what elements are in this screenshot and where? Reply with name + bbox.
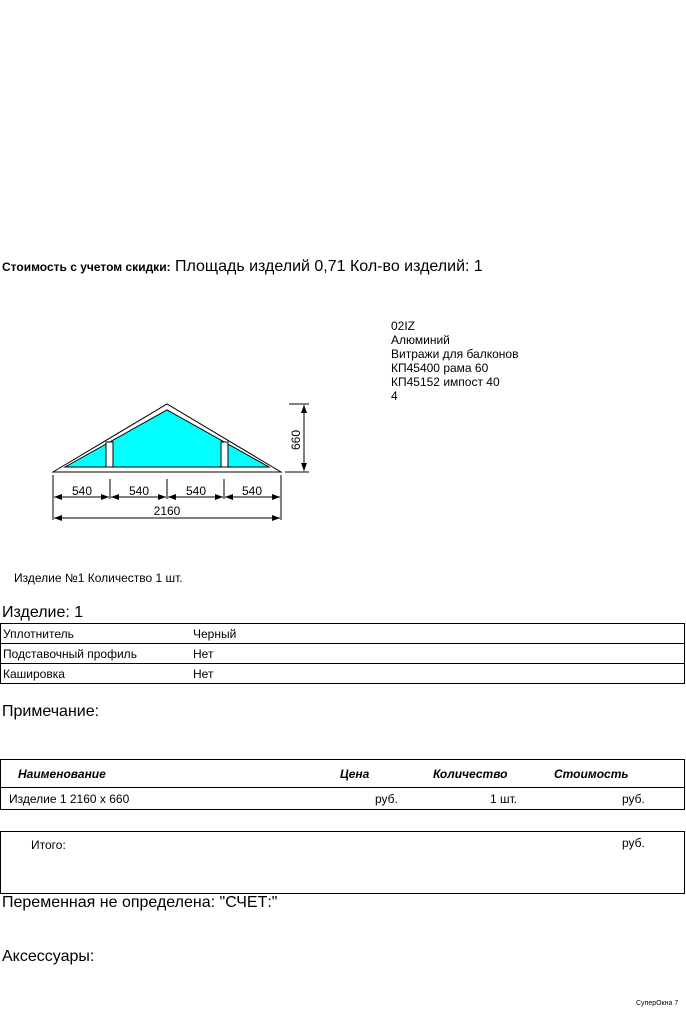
property-name: Подставочный профиль (1, 644, 190, 664)
property-name: Уплотнитель (1, 624, 190, 644)
table-divider (1, 787, 684, 788)
dim-segment-label: 540 (71, 484, 93, 498)
accessories-label: Аксессуары: (2, 948, 95, 965)
table-row (1, 644, 685, 664)
row-price: руб. (375, 792, 398, 806)
note-label: Примечание: (2, 703, 100, 720)
item-caption: Изделие №1 Количество 1 шт. (14, 571, 183, 585)
spec-line: Витражи для балконов (391, 347, 519, 361)
spec-line: КП45152 импост 40 (391, 375, 500, 389)
row-name: Изделие 1 2160 x 660 (9, 792, 130, 806)
variable-warning: Переменная не определена: "СЧЕТ:" (2, 894, 278, 911)
price-summary-value: Площадь изделий 0,71 Кол-во изделий: 1 (175, 258, 483, 275)
total-box (0, 831, 685, 894)
dim-height-label: 660 (289, 429, 303, 450)
order-table (0, 759, 685, 810)
column-header-qty: Количество (433, 767, 508, 781)
table-row (1, 624, 685, 644)
price-summary-label: Стоимость с учетом скидки: (2, 260, 171, 274)
dim-width-label: 2160 (153, 504, 181, 518)
spec-line: Алюминий (391, 333, 450, 347)
window-drawing (0, 395, 330, 530)
product-specs (391, 319, 518, 403)
total-currency: руб. (622, 836, 645, 850)
column-header-name: Наименование (18, 767, 106, 781)
item-title: Изделие: 1 (2, 604, 84, 621)
column-header-cost: Стоимость (554, 767, 629, 781)
property-value: Черный (189, 624, 685, 644)
mullion-left (106, 442, 113, 467)
price-summary (2, 258, 483, 276)
glass-pane (65, 410, 269, 467)
properties-table (0, 623, 685, 684)
spec-line: 02IZ (391, 319, 416, 333)
dim-segment-label: 540 (241, 484, 263, 498)
column-header-price: Цена (340, 767, 370, 781)
row-qty: 1 шт. (490, 792, 518, 806)
spec-line: КП45400 рама 60 (391, 361, 489, 375)
mullion-right (221, 442, 228, 467)
dim-segment-label: 540 (185, 484, 207, 498)
table-row (1, 664, 685, 684)
row-cost: руб. (622, 792, 645, 806)
property-name: Кашировка (1, 664, 190, 684)
spec-line: 4 (391, 389, 398, 403)
total-label: Итого: (31, 838, 66, 852)
property-value: Нет (189, 664, 685, 684)
footer-brand: СуперОкна 7 (636, 1000, 679, 1007)
property-value: Нет (189, 644, 685, 664)
dim-segment-label: 540 (128, 484, 150, 498)
